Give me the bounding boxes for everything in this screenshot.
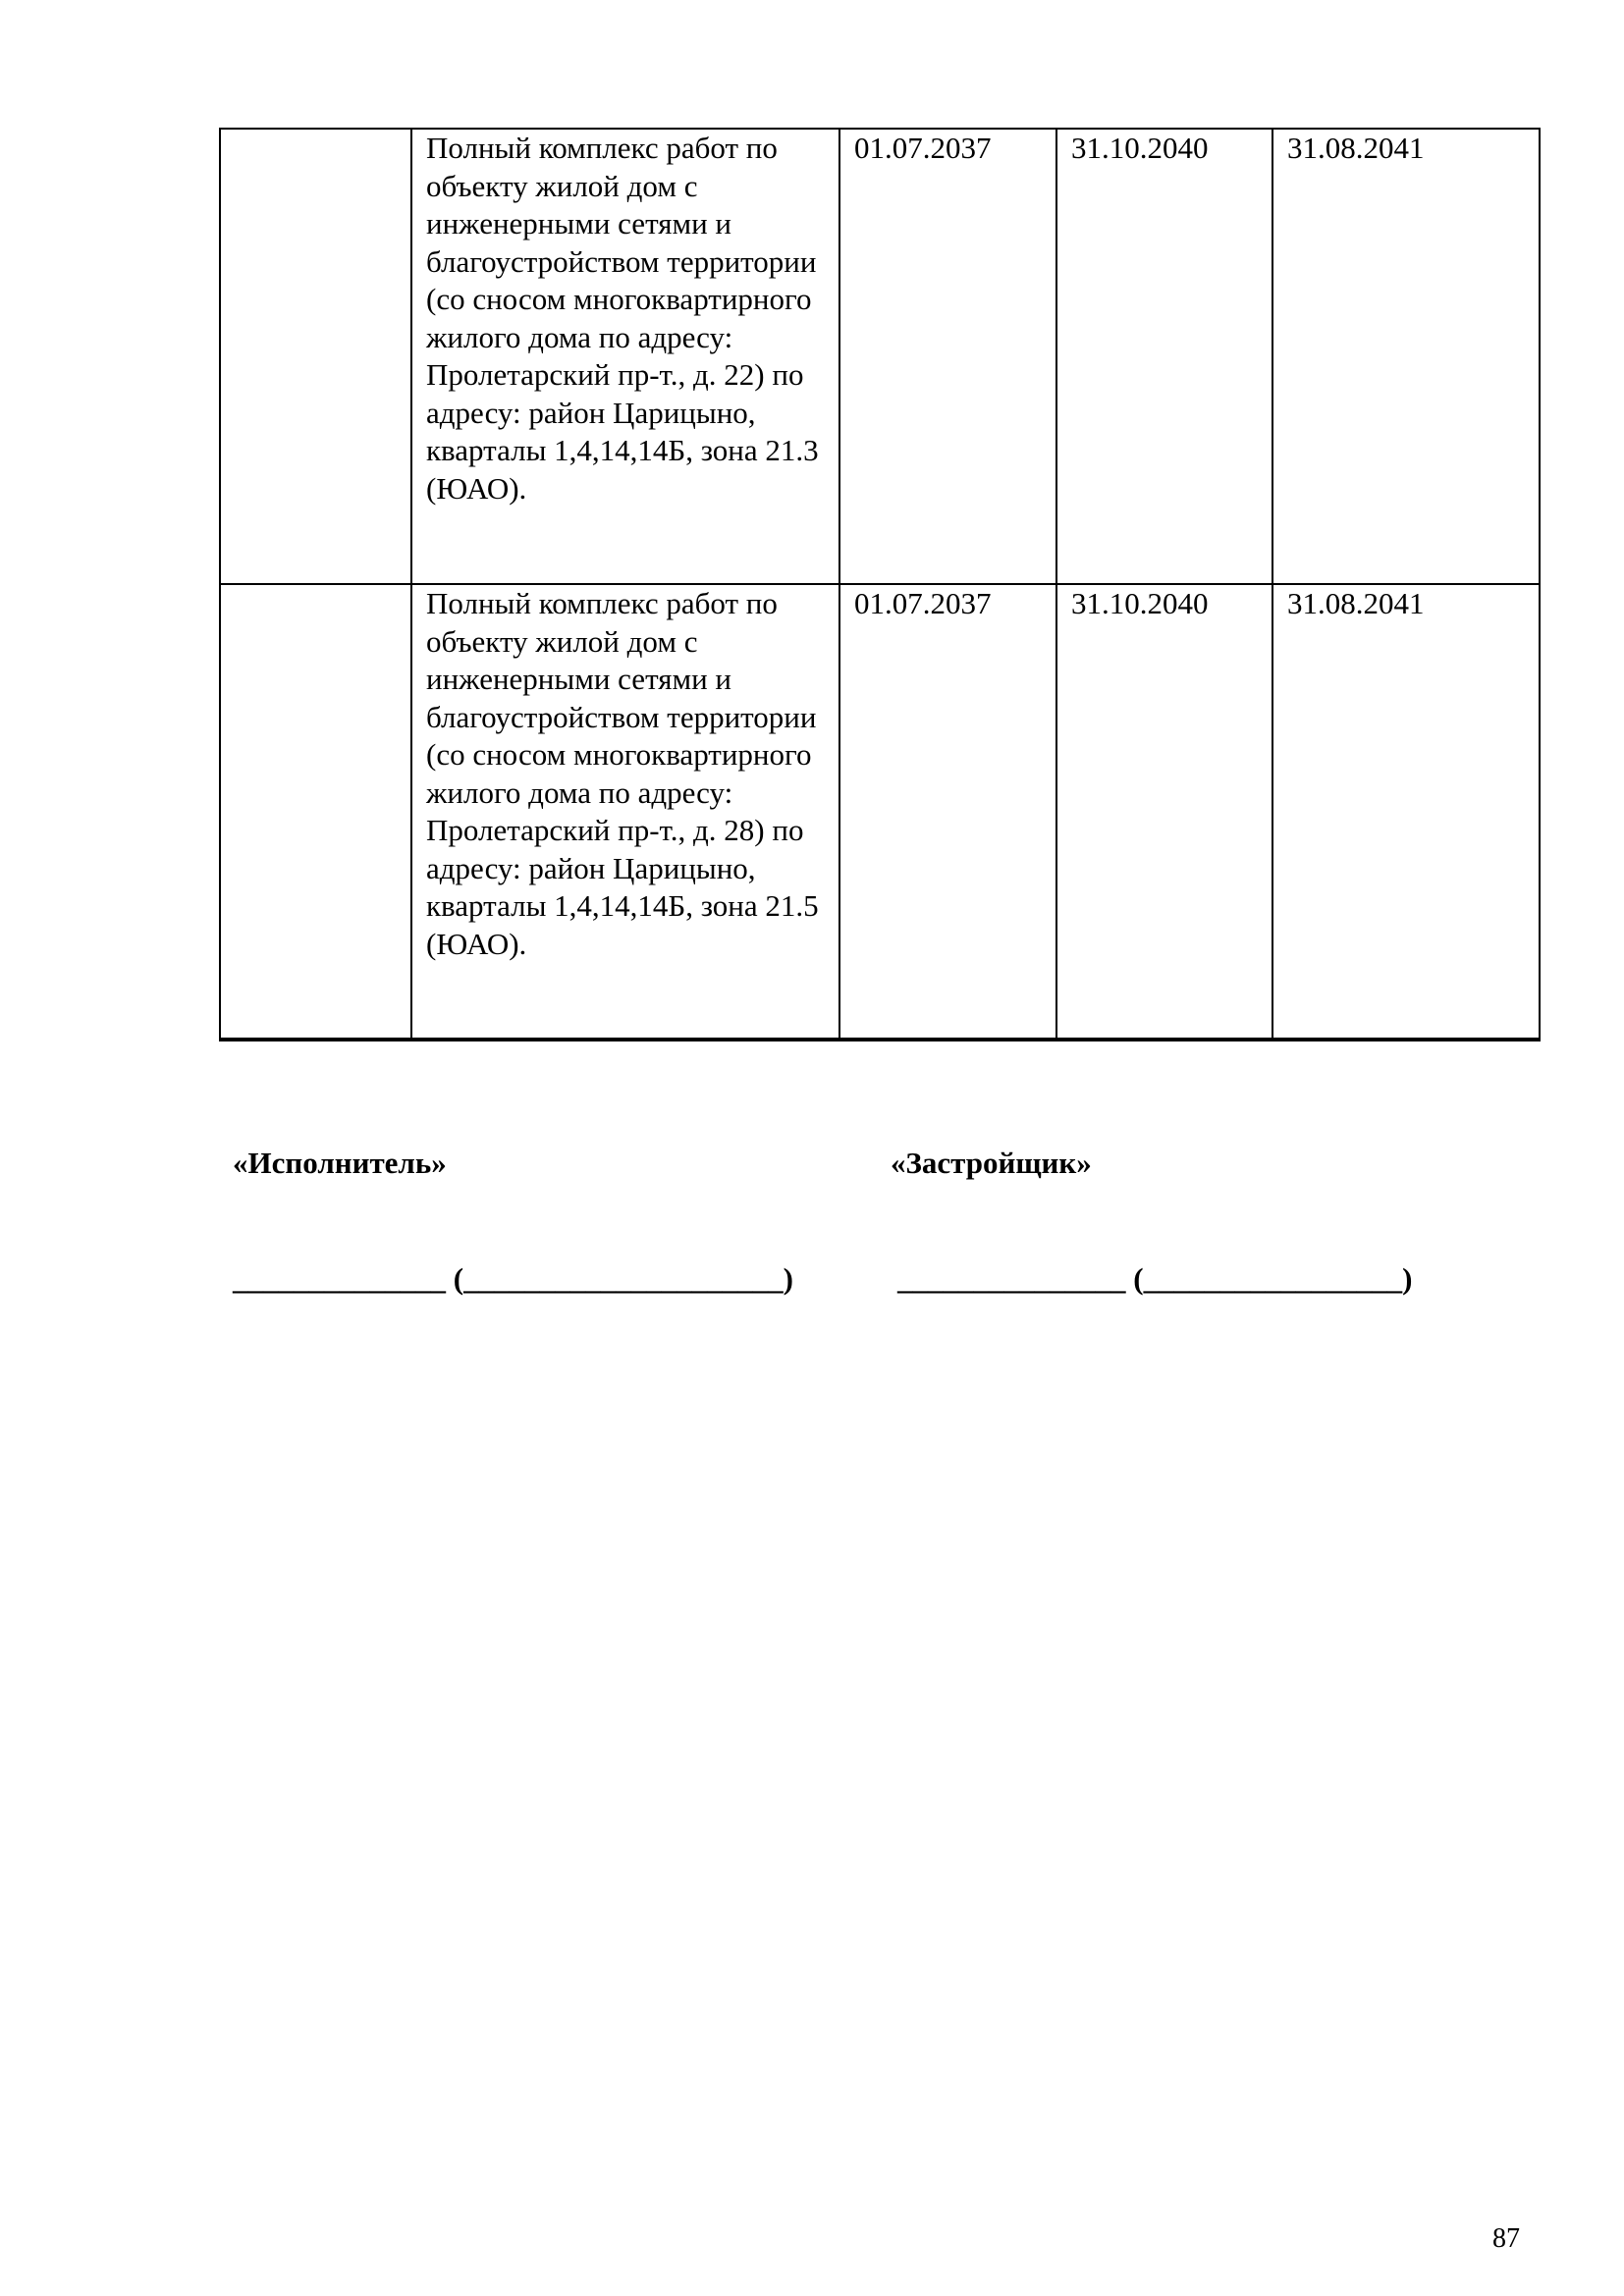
- work-description-cell: [411, 584, 839, 1040]
- table-row: [220, 129, 1540, 584]
- start-date: 01.07.2037: [854, 586, 992, 620]
- end-date-cell: [1056, 129, 1272, 584]
- end-date: 31.10.2040: [1071, 586, 1209, 620]
- executor-label: «Исполнитель»: [233, 1146, 447, 1180]
- end-date-cell: [1056, 584, 1272, 1040]
- end-date: 31.10.2040: [1071, 131, 1209, 165]
- work-description: Полный комплекс работ по объекту жилой дом с инженерными сетями и благоустройством территории (со сносом многоквартирного жилого дома по адресу: Пролетарский пр-т., д. 22) по адресу: район Царицыно, кварталы 1,4,14,14Б, зона 21.3 (ЮАО).: [426, 131, 819, 506]
- empty-cell: [220, 129, 411, 584]
- empty-cell: [220, 584, 411, 1040]
- developer-label: «Застройщик»: [891, 1146, 1092, 1180]
- signature-block: [233, 1146, 1539, 1322]
- final-date-cell: [1272, 584, 1540, 1040]
- work-description: Полный комплекс работ по объекту жилой дом с инженерными сетями и благоустройством территории (со сносом многоквартирного жилого дома по адресу: Пролетарский пр-т., д. 28) по адресу: район Царицыно, кварталы 1,4,14,14Б, зона 21.5 (ЮАО).: [426, 586, 819, 961]
- executor-signature-line: ______________ (_____________________): [233, 1261, 793, 1296]
- works-schedule-table: [219, 128, 1541, 1041]
- final-date: 31.08.2041: [1287, 586, 1425, 620]
- final-date: 31.08.2041: [1287, 131, 1425, 165]
- page-number: 87: [1492, 2223, 1520, 2254]
- table-row: [220, 584, 1540, 1040]
- final-date-cell: [1272, 129, 1540, 584]
- start-date-cell: [839, 584, 1056, 1040]
- work-description-cell: [411, 129, 839, 584]
- start-date-cell: [839, 129, 1056, 584]
- developer-signature-line: _______________ (_________________): [897, 1261, 1413, 1296]
- start-date: 01.07.2037: [854, 131, 992, 165]
